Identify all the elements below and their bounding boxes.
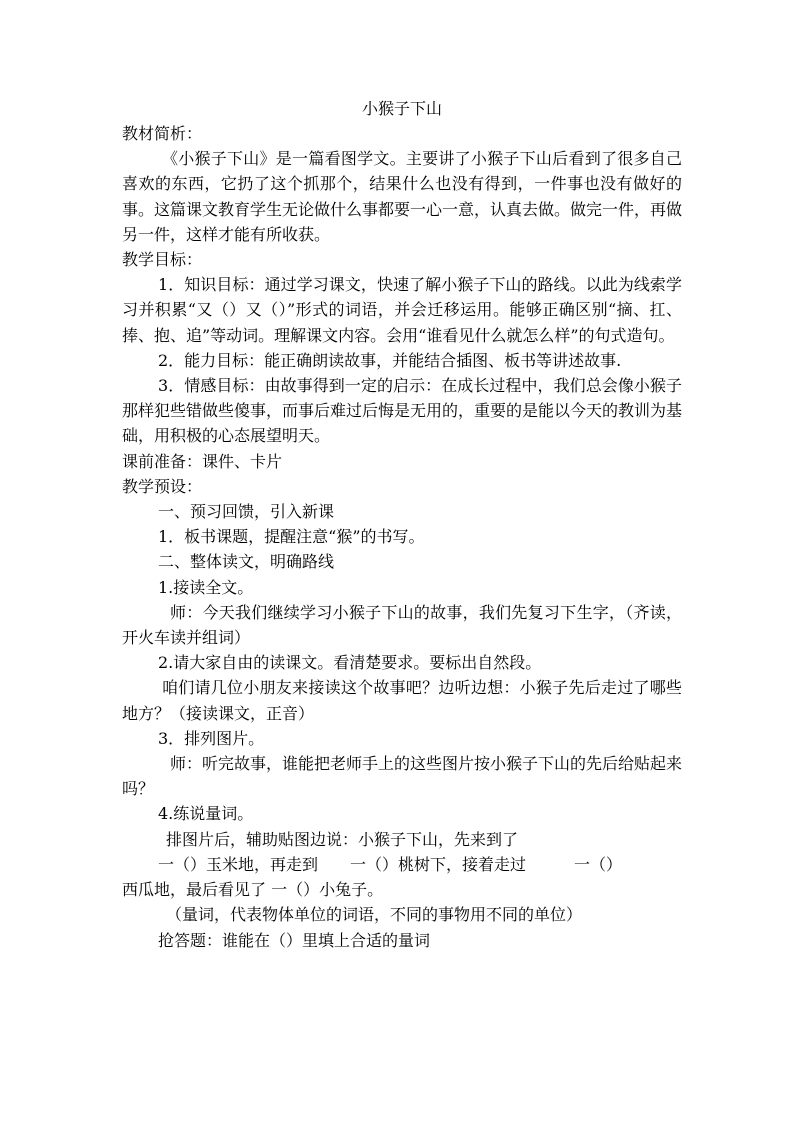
goal-emotion: 3．情感目标：由故事得到一定的启示：在成长过程中，我们总会像小猴子那样犯些错做些傻事，而事后难过后悔是无用的，重要的是能以今天的教训为基础，用积极的心态展望明天。 bbox=[122, 376, 683, 446]
step-two-item-4: 4.练说量词。 bbox=[158, 804, 254, 824]
plan-heading: 教学预设： bbox=[122, 476, 203, 496]
goals-heading: 教学目标： bbox=[122, 250, 203, 270]
teacher-remark-2: 师：听完故事，谁能把老师手上的这些图片按小猴子下山的先后给贴起来吗？ bbox=[122, 754, 683, 799]
fill-in-line-2: 西瓜地，最后看见了 一（）小兔子。 bbox=[122, 880, 384, 900]
invite-paragraph: 咱们请几位小朋友来接读这个故事吧？边听边想：小猴子先后走过了哪些地方？（接读课文，正音） bbox=[122, 678, 682, 723]
teacher-remark-1: 师：今天我们继续学习小猴子下山的故事，我们先复习下生字，（齐读，开火车读并组词） bbox=[122, 602, 682, 648]
class-preparation: 课前准备：课件、卡片 bbox=[122, 451, 283, 471]
fill-in-line-1: 一（）玉米地，再走到 一（）桃树下，接着走过 一（） bbox=[158, 854, 623, 874]
goal-knowledge: 1．知识目标：通过学习课文，快速了解小猴子下山的路线。以此为线索学习并积累“又（）又（）”形式的词语，并会迁移运用。能够正确区别“摘、扛、捧、抱、追”等动词。理解课文内容。会用“谁看见什么就怎么样”的句式造句。 bbox=[122, 275, 682, 345]
step-two-item-2: 2.请大家自由的读课文。看清楚要求。要标出自然段。 bbox=[158, 653, 542, 673]
step-two-item-1: 1.接读全文。 bbox=[158, 577, 254, 597]
step-one-item-1: 1．板书课题，提醒注意“猴”的书写。 bbox=[158, 527, 425, 547]
quiz-question: 抢答题：谁能在（）里填上合适的量词 bbox=[158, 930, 431, 950]
document-title: 小猴子下山 bbox=[361, 99, 442, 118]
document-page bbox=[122, 96, 682, 953]
measure-word-note: （量词，代表物体单位的词语，不同的事物用不同的单位） bbox=[166, 905, 583, 925]
analysis-heading: 教材简析： bbox=[122, 124, 203, 143]
analysis-body: 《小猴子下山》是一篇看图学文。主要讲了小猴子下山后看到了很多自己喜欢的东西，它扔了这个抓那个，结果什么也没有得到，一件事也没有做好的事。这篇课文教育学生无论做什么事都要一心一意，认真去做。做完一件，再做另一件，这样才能有所收获。 bbox=[122, 149, 683, 244]
step-two-item-3: 3．排列图片。 bbox=[158, 728, 265, 748]
step-one-heading: 一、预习回馈，引入新课 bbox=[158, 502, 335, 522]
goal-ability: 2．能力目标：能正确朗读故事，并能结合插图、板书等讲述故事. bbox=[158, 350, 622, 370]
step-two-heading: 二、整体读文，明确路线 bbox=[158, 552, 335, 572]
arrange-pictures-text: 排图片后，辅助贴图边说：小猴子下山，先来到了 bbox=[166, 829, 519, 849]
